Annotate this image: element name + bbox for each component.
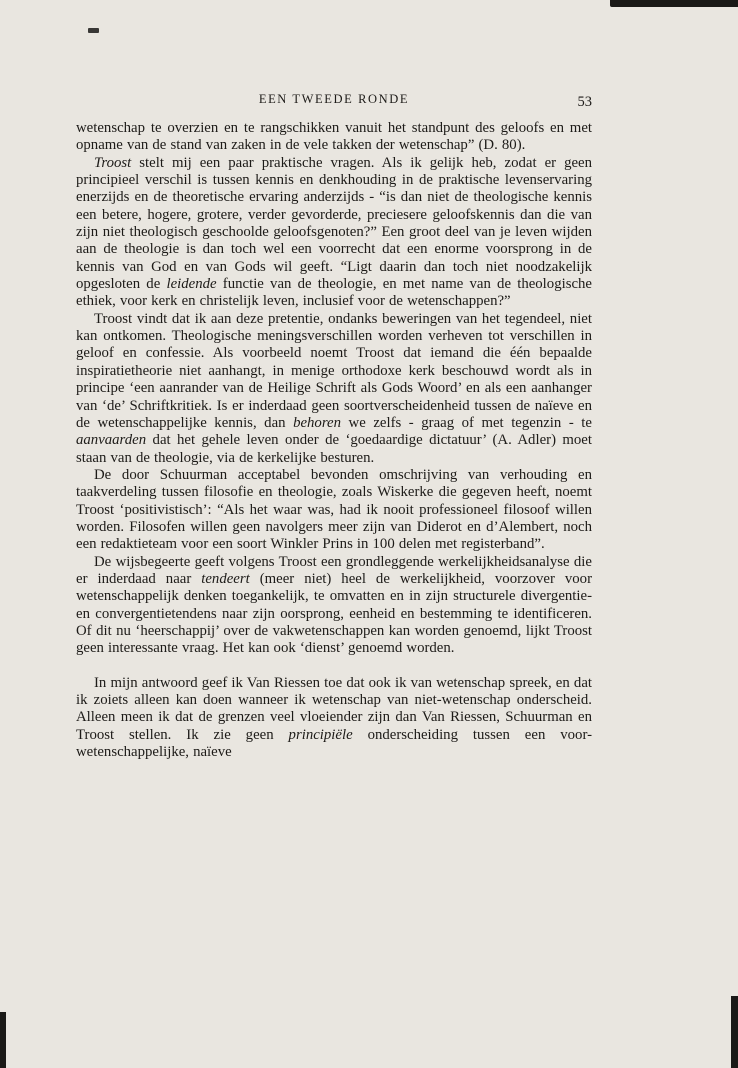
text-run: In mijn antwoord geef ik Van Riessen toe dat ook ik van wetenschap spreek, en dat ik zoiets alleen kan doen wanneer ik wetenschap van niet-wetenschap onderscheid. Alleen meen ik dat de grenzen veel vloeiender zijn dan Van Riessen, Schuurman en Troost stellen. Ik zie geen <box>76 674 592 743</box>
emphasized-text-run: tendeert <box>201 570 250 587</box>
emphasized-text-run: behoren <box>293 414 342 431</box>
paragraph <box>76 467 592 554</box>
emphasized-text-run: Troost <box>94 154 132 171</box>
text-run: functie van de theologie, en met name van de theologische ethiek, voor kerk en christelijk leven, inclusief voor de wetenschappen?” <box>76 276 592 310</box>
paragraph <box>76 120 592 155</box>
text-run: Troost vindt dat ik aan deze pretentie, ondanks beweringen van het tegendeel, niet kan ontkomen. Theologische meningsverschillen worden verheven tot verschillen in geloof en confessie. Als voorbeeld noemt Troost dat iemand die één bepaalde inspiratietheorie niet aanhangt, in menige orthodoxe kerk beschouwd wordt als in principe ‘een aanrander van de Heilige Schrift als Gods Woord’ en als een aanhanger van ‘de’ Schriftkritiek. Is er inderdaad geen soortverscheidenheid tussen de naïeve en de wetenschappelijke kennis, dan <box>76 310 592 431</box>
text-run: we zelfs - graag of met tegenzin - te <box>341 414 592 431</box>
running-title: EEN TWEEDE RONDE <box>258 92 410 106</box>
page-header <box>76 92 592 112</box>
scan-artifact-bottom-left <box>0 1012 6 1068</box>
text-run: De wijsbegeerte geeft volgens Troost een grondleggende werkelijkheidsanalyse die er inderdaad naar <box>76 553 592 587</box>
paragraph <box>76 675 592 762</box>
paragraph <box>76 554 592 658</box>
emphasized-text-run: aanvaarden <box>76 432 147 449</box>
paragraph <box>76 311 592 467</box>
paragraph <box>76 155 592 311</box>
text-run: dat het gehele leven onder de ‘goedaardige dictatuur’ (A. Adler) moet staan van de theologie, via de kerkelijke besturen. <box>76 432 592 466</box>
text-run: stelt mij een paar praktische vragen. Als ik gelijk heb, zodat er geen principieel verschil is tussen kennis en denkhouding in de praktische levenservaring enerzijds en de theoretische ervaring anderzijds - “is dan niet de theologische kennis een betere, hogere, grotere, verder gevorderde, preciesere geloofskennis dan die van zijn niet theologisch geschoolde geloofsgenoten?” Een groot deel van je leven wijden aan de theologie is dan toch wel een voorrecht dat een enorme voorsprong in de kennis van God en van Gods wil geeft. “Ligt daarin dan toch niet noodzakelijk opgesloten de <box>76 154 592 293</box>
scan-artifact-top-right <box>610 0 738 7</box>
text-run: De door Schuurman acceptabel bevonden omschrijving van verhouding en taakverdeling tussen filosofie en theologie, zoals Wiskerke die gegeven heeft, noemt Troost ‘positivistisch’: “Als het waar was, had ik nooit professioneel filosoof willen worden. Filosofen willen geen navolgers meer zijn van Diderot en d’Alembert, noch een redaktieteam voor een soort Winkler Prins in 100 delen met registerband”. <box>76 466 592 553</box>
text-run: onderscheiding tussen een voor-wetenschappelijke, naïeve <box>76 726 593 761</box>
scan-artifact-top-left <box>88 28 99 33</box>
scan-artifact-bottom-right <box>731 996 738 1068</box>
body-text <box>76 120 592 761</box>
text-run: wetenschap te overzien en te rangschikken vanuit het standpunt des geloofs en met opname van de stand van zaken in de vele takken der wetenschap” (D. 80). <box>76 120 592 154</box>
page-number: 53 <box>577 94 592 110</box>
emphasized-text-run: leidende <box>166 276 217 293</box>
text-run: (meer niet) heel de werkelijkheid, voorzover voor wetenschappelijk denken toegankelijk, te omvatten en in zijn structurele divergentie- en convergentietendens naar zijn oorsprong, eenheid en bestemming te identificeren. Of dit nu ‘heerschappij’ over de vakwetenschappen kan worden genoemd, lijkt Troost geen interessante vraag. Het kan ook ‘dienst’ genoemd worden. <box>76 570 592 657</box>
emphasized-text-run: principiële <box>288 726 353 743</box>
